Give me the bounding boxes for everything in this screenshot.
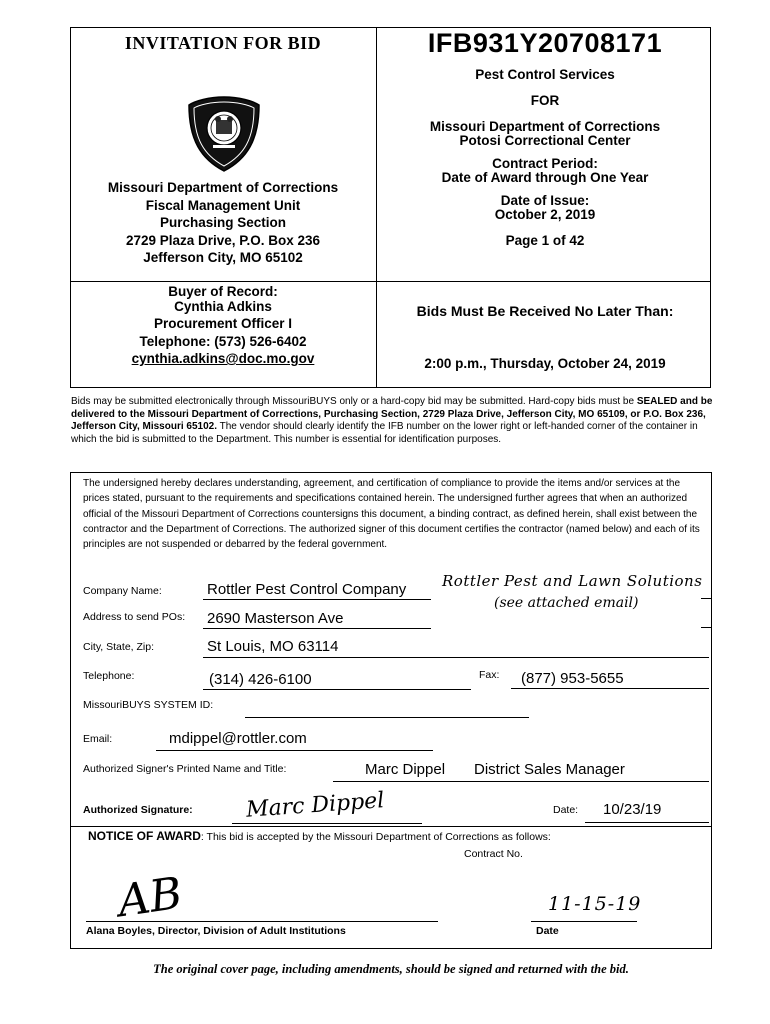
phone-field[interactable]: (314) 426-6100 — [209, 671, 312, 688]
contract-period-label: Contract Period: — [492, 156, 598, 171]
agency-line: Purchasing Section — [159, 215, 287, 230]
signature-line — [232, 823, 422, 824]
award-text: : This bid is accepted by the Missouri Department of Corrections as follows: — [200, 831, 551, 843]
award-date-field[interactable]: 11-15-19 — [548, 893, 642, 915]
email-field[interactable]: mdippel@rottler.com — [169, 730, 307, 747]
contractor-signature[interactable]: Marc Dippel — [245, 788, 386, 823]
address-field[interactable]: 2690 Masterson Ave — [207, 610, 344, 627]
buyer-label: Buyer of Record: — [168, 284, 278, 299]
instructions-text: Bids may be submitted electronically through MissouriBUYS only or a hard-copy bid may be submitted. Hard-copy bids must be — [71, 396, 637, 407]
ifb-number: IFB931Y20708171 — [427, 28, 663, 58]
award-divider — [70, 826, 712, 827]
deadline-value: 2:00 p.m., Thursday, October 24, 2019 — [424, 356, 666, 371]
company-handwritten-note-2: (see attached email) — [494, 595, 639, 611]
instructions-bold: SEALED and be delivered to the Missouri Department of Corrections, Purchasing Section, 2729 Plaza Drive, Jefferson City, MO 65109, or P.O. Box 236, Jefferson City, Missouri 65102. — [71, 396, 713, 432]
company-handwritten-note: Rottler Pest and Lawn Solutions — [442, 572, 703, 590]
page-number: Page 1 of 42 — [505, 233, 585, 248]
agency-line: Jefferson City, MO 65102 — [143, 250, 303, 265]
certification-text: The undersigned hereby declares understanding, agreement, and certification of compliance to provide the items and/or services at the prices stated, pursuant to the requirements and specifications contained herein. The undersigned further agrees that when an authorized official of the Missouri Department of Corrections countersigns this document, a binding contract, as defined herein, shall exist between the contractor and the Department of Corrections. The authorized signer of this document certifies the contractor (named below) and each of its principles are not suspended or debarred by the federal government. — [83, 478, 700, 551]
company-line — [203, 599, 431, 600]
header-divider-horizontal — [70, 281, 711, 282]
agency-line: Missouri Department of Corrections — [107, 180, 339, 195]
signer-title-field[interactable]: District Sales Manager — [474, 761, 625, 778]
deadline-label: Bids Must Be Received No Later Than: — [416, 303, 674, 319]
director-name-title: Alana Boyles, Director, Division of Adult Institutions — [86, 925, 346, 937]
award-date-label: Date — [536, 925, 559, 937]
dept-line: Potosi Correctional Center — [459, 133, 631, 148]
city-label: City, State, Zip: — [83, 641, 154, 653]
submission-instructions — [71, 396, 713, 446]
email-line — [156, 750, 433, 751]
for-label: FOR — [530, 93, 560, 108]
fax-line — [511, 688, 709, 689]
agency-address — [76, 179, 370, 267]
company-right-line — [701, 598, 711, 599]
page-title: INVITATION FOR BID — [124, 33, 322, 53]
agency-line: 2729 Plaza Drive, P.O. Box 236 — [125, 232, 321, 248]
dept-line: Missouri Department of Corrections — [429, 119, 661, 134]
agency-line: Fiscal Management Unit — [145, 197, 301, 213]
date-line — [585, 822, 709, 823]
award-date-line — [531, 921, 637, 922]
address-label: Address to send POs: — [83, 611, 186, 623]
phone-line — [203, 689, 471, 690]
contract-period-value: Date of Award through One Year — [441, 170, 649, 185]
city-state-zip-field[interactable]: St Louis, MO 63114 — [207, 638, 339, 655]
department-seal — [187, 95, 261, 173]
header-divider-vertical — [376, 27, 377, 388]
award-label: NOTICE OF AWARD — [88, 829, 201, 843]
director-signature[interactable]: AB — [114, 867, 186, 928]
signer-name-field[interactable]: Marc Dippel — [365, 761, 446, 778]
date-label: Date: — [553, 804, 579, 816]
signature-label: Authorized Signature: — [83, 804, 193, 816]
contract-no-label: Contract No. — [464, 848, 523, 860]
company-label: Company Name: — [83, 585, 162, 597]
system-id-line[interactable] — [245, 717, 529, 718]
buyer-name: Cynthia Adkins — [174, 298, 272, 314]
bid-details — [380, 68, 710, 248]
issue-date-value: October 2, 2019 — [494, 207, 596, 222]
director-signature-line — [86, 921, 438, 922]
buyer-title: Procurement Officer I — [153, 316, 293, 331]
buyer-phone: Telephone: (573) 526-6402 — [139, 333, 307, 349]
buyer-email[interactable]: cynthia.adkins@doc.mo.gov — [131, 351, 315, 366]
date-field[interactable]: 10/23/19 — [603, 801, 662, 818]
issue-date-label: Date of Issue: — [500, 193, 590, 208]
fax-field[interactable]: (877) 953-5655 — [521, 670, 624, 687]
footer-note: The original cover page, including amendments, should be signed and returned with the bid. — [153, 962, 629, 976]
city-line — [203, 657, 709, 658]
company-name-field[interactable]: Rottler Pest Control Company — [207, 581, 407, 598]
address-right-line — [701, 627, 711, 628]
service-name: Pest Control Services — [475, 67, 615, 82]
signer-label: Authorized Signer's Printed Name and Title: — [83, 763, 287, 775]
signer-line — [333, 781, 709, 782]
notice-of-award — [88, 829, 551, 843]
system-id-label: MissouriBUYS SYSTEM ID: — [83, 699, 214, 711]
fax-label: Fax: — [479, 669, 500, 681]
instructions-text: The vendor should clearly identify the IFB number on the lower right or left-handed corner of the container in which the bid is submitted to the Department. This number is essential for identification purposes. — [71, 421, 698, 445]
email-label: Email: — [83, 733, 113, 745]
address-line — [203, 628, 431, 629]
buyer-of-record — [76, 285, 370, 367]
phone-label: Telephone: — [83, 670, 135, 682]
